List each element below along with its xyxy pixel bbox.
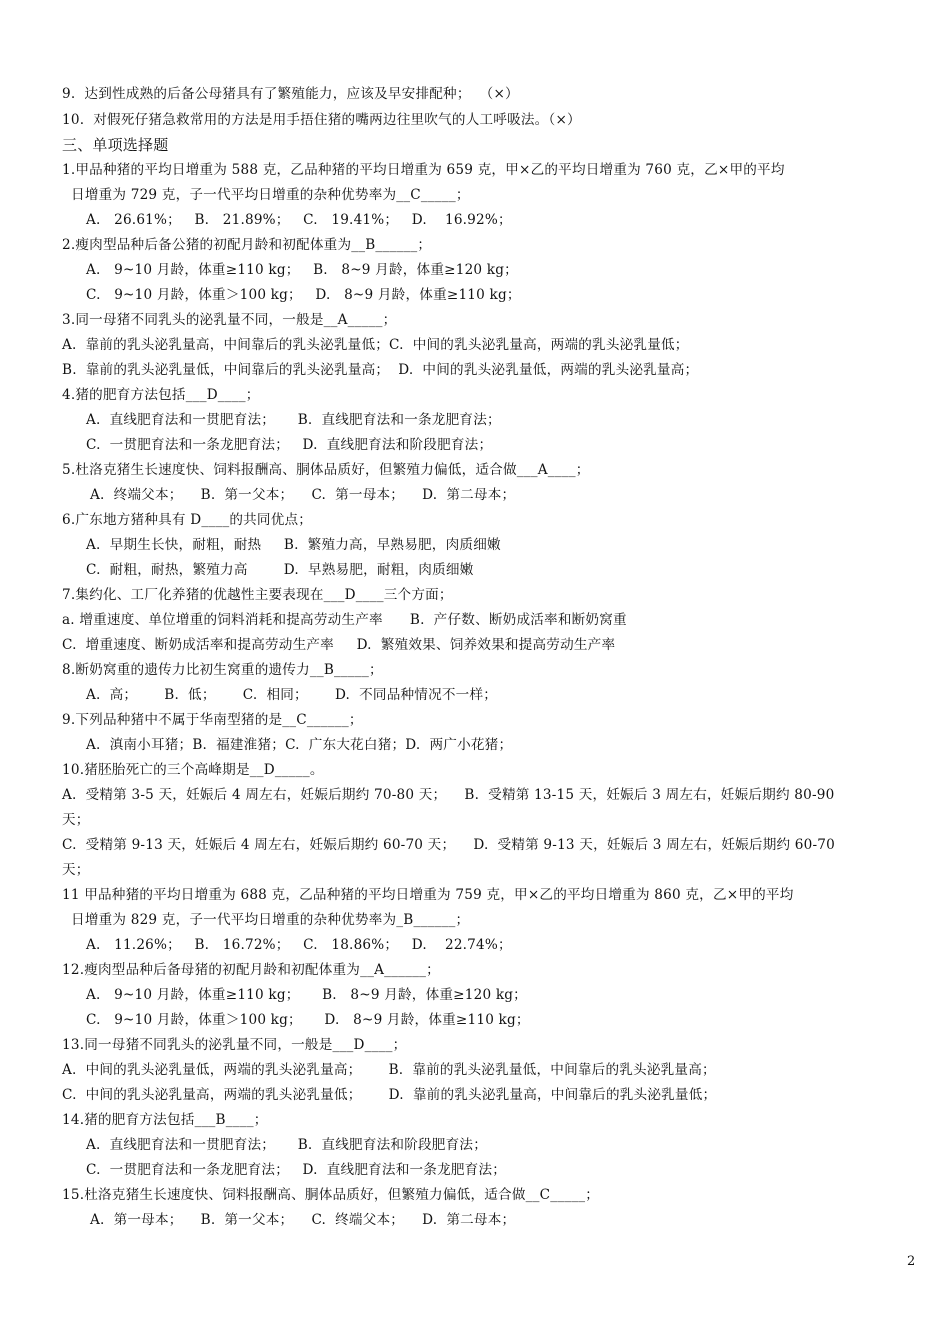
question-11-cont: 日增重为 829 克，子一代平均日增重的杂种优势率为_B______；	[62, 912, 470, 928]
question-3: 3.同一母猪不同乳头的泌乳量不同，一般是__A_____；	[62, 312, 397, 328]
question-10-options-cd: C. 受精第 9-13 天，妊娠后 4 周左右，妊娠后期约 60-70 天； D. 受精第 9-13 天，妊娠后 3 周左右，妊娠后期约 60-70	[62, 837, 835, 853]
question-11: 11 甲品种猪的平均日增重为 688 克，乙品种猪的平均日增重为 759 克，甲×乙的平均日增重为 860 克，乙×甲的平均	[62, 887, 794, 903]
question-5: 5.杜洛克猪生长速度快、饲料报酬高、胴体品质好，但繁殖力偏低，适合做___A____；	[62, 462, 590, 478]
question-2-options-cd: C. 9~10 月龄，体重＞100 kg； D. 8~9 月龄，体重≥110 kg；	[86, 287, 521, 303]
question-3-options-bd: B. 靠前的乳头泌乳量低，中间靠后的乳头泌乳量高； D. 中间的乳头泌乳量低，两端的乳头泌乳量高；	[62, 362, 699, 378]
question-10-options-ab: A. 受精第 3-5 天，妊娠后 4 周左右，妊娠后期约 70-80 天； B. 受精第 13-15 天，妊娠后 3 周左右，妊娠后期约 80-90	[62, 787, 835, 803]
question-15: 15.杜洛克猪生长速度快、饲料报酬高、胴体品质好，但繁殖力偏低，适合做__C_____；	[62, 1187, 599, 1203]
question-7-options-cd: C. 增重速度、断奶成活率和提高劳动生产率 D. 繁殖效果、饲养效果和提高劳动生产率	[62, 637, 616, 653]
question-13: 13.同一母猪不同乳头的泌乳量不同，一般是___D____；	[62, 1037, 407, 1053]
question-12-options-cd: C. 9~10 月龄，体重＞100 kg； D. 8~9 月龄，体重≥110 kg；	[86, 1012, 530, 1028]
question-9: 9.下列品种猪中不属于华南型猪的是__C______；	[62, 712, 363, 728]
question-12-options-ab: A. 9~10 月龄，体重≥110 kg； B. 8~9 月龄，体重≥120 kg；	[86, 987, 527, 1003]
question-3-options-ac: A. 靠前的乳头泌乳量高，中间靠后的乳头泌乳量低；C. 中间的乳头泌乳量高，两端的乳头泌乳量低；	[62, 337, 689, 353]
question-1: 1.甲品种猪的平均日增重为 588 克，乙品种猪的平均日增重为 659 克，甲×乙的平均日增重为 760 克，乙×甲的平均	[62, 162, 785, 178]
question-6-options-cd: C. 耐粗，耐热，繁殖力高 D. 早熟易肥，耐粗，肉质细嫩	[86, 562, 474, 578]
question-9-options: A. 滇南小耳猪；B. 福建淮猪；C. 广东大花白猪；D. 两广小花猪；	[86, 737, 513, 753]
page-number: 2	[907, 1254, 916, 1269]
question-5-options: A. 终端父本； B. 第一父本； C. 第一母本； D. 第二母本；	[90, 487, 516, 503]
question-2-options-ab: A. 9~10 月龄，体重≥110 kg； B. 8~9 月龄，体重≥120 kg；	[86, 262, 518, 278]
judgement-item-9: 9. 达到性成熟的后备公母猪具有了繁殖能力，应该及早安排配种； （×）	[62, 86, 519, 102]
question-7: 7.集约化、工厂化养猪的优越性主要表现在___D____三个方面；	[62, 587, 453, 603]
question-11-options: A. 11.26%； B. 16.72%； C. 18.86%； D. 22.74%；	[86, 937, 512, 953]
question-8-options: A. 高； B. 低； C. 相同； D. 不同品种情况不一样；	[86, 687, 498, 703]
question-4-options-cd: C. 一贯肥育法和一条龙肥育法； D. 直线肥育法和阶段肥育法；	[86, 437, 493, 453]
question-6-options-ab: A. 早期生长快，耐粗，耐热 B. 繁殖力高，早熟易肥，肉质细嫩	[86, 537, 501, 553]
question-6: 6.广东地方猪种具有 D____的共同优点；	[62, 512, 313, 528]
question-12: 12.瘦肉型品种后备母猪的初配月龄和初配体重为__A______；	[62, 962, 440, 978]
question-15-options: A. 第一母本； B. 第一父本； C. 终端父本； D. 第二母本；	[90, 1212, 516, 1228]
question-14-options-cd: C. 一贯肥育法和一条龙肥育法； D. 直线肥育法和一条龙肥育法；	[86, 1162, 507, 1178]
question-10-options-cd-cont: 天；	[62, 862, 90, 878]
question-1-cont: 日增重为 729 克，子一代平均日增重的杂种优势率为__C_____；	[62, 187, 470, 203]
question-14-options-ab: A. 直线肥育法和一贯肥育法； B. 直线肥育法和阶段肥育法；	[86, 1137, 487, 1153]
question-13-options-ab: A. 中间的乳头泌乳量低，两端的乳头泌乳量高； B. 靠前的乳头泌乳量低，中间靠后的乳头泌乳量高；	[62, 1062, 716, 1078]
question-14: 14.猪的肥育方法包括___B____；	[62, 1112, 268, 1128]
question-13-options-cd: C. 中间的乳头泌乳量高，两端的乳头泌乳量低； D. 靠前的乳头泌乳量高，中间靠后的乳头泌乳量低；	[62, 1087, 717, 1103]
question-4: 4.猪的肥育方法包括___D____；	[62, 387, 260, 403]
question-4-options-ab: A. 直线肥育法和一贯肥育法； B. 直线肥育法和一条龙肥育法；	[86, 412, 501, 428]
question-8: 8.断奶窝重的遗传力比初生窝重的遗传力__B_____；	[62, 662, 383, 678]
judgement-item-10: 10. 对假死仔猪急救常用的方法是用手捂住猪的嘴两边往里吹气的人工呼吸法。（×）	[62, 112, 581, 128]
section-heading: 三、单项选择题	[62, 136, 169, 154]
question-10-options-ab-cont: 天；	[62, 812, 90, 828]
question-2: 2.瘦肉型品种后备公猪的初配月龄和初配体重为__B______；	[62, 237, 432, 253]
question-10: 10.猪胚胎死亡的三个高峰期是__D_____。	[62, 762, 324, 778]
question-1-options: A. 26.61%； B. 21.89%； C. 19.41%； D. 16.92%；	[86, 212, 512, 228]
question-7-options-ab: a. 增重速度、单位增重的饲料消耗和提高劳动生产率 B. 产仔数、断奶成活率和断奶窝重	[62, 612, 627, 628]
